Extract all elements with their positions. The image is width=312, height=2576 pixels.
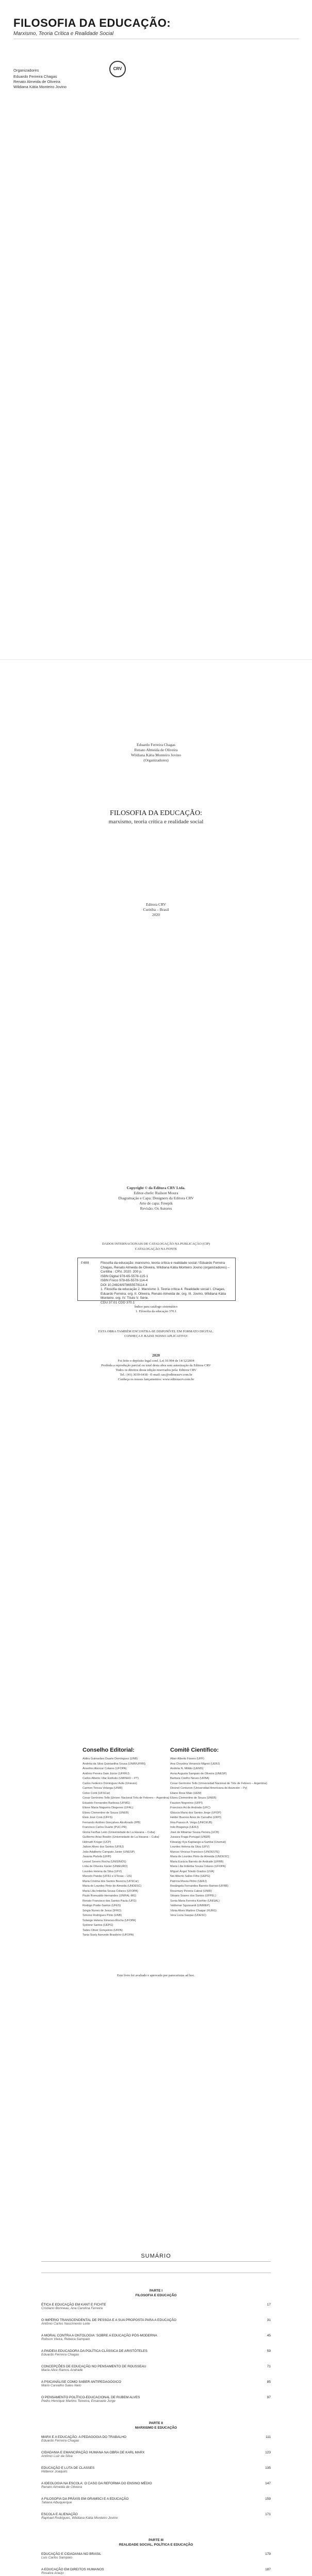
toc-entry[interactable] bbox=[41, 2451, 271, 2458]
board-member: Ana Chrystina Venancio Mignot (UERJ) bbox=[170, 1762, 220, 1766]
board-member: Cesar Gerónimo Tello (Univer. Nacional Três de Febrero – Argentina) bbox=[83, 1797, 170, 1800]
toc-part-number: PARTE I bbox=[149, 2289, 163, 2293]
reproduction-notice: Proibida a reprodução parcial ou total desta obra sem autorização da Editora CRV bbox=[101, 1364, 211, 1367]
cip-box bbox=[77, 1258, 236, 1304]
toc-part-name: MARXISMO E EDUCAÇÃO bbox=[135, 2426, 177, 2430]
board-member: Maria de Lourdes Pinto de Almeida (UNOESC) bbox=[170, 1855, 229, 1858]
catalog-page bbox=[0, 1165, 312, 1685]
toc-entry-page: 147 bbox=[265, 2482, 271, 2485]
toc-entry-title: ESCOLA E ALIENAÇÃO bbox=[41, 2513, 78, 2516]
board-member: Rosângela Fernandes Barreto Ramos (UFRB) bbox=[170, 1885, 228, 1888]
board-member: Sonia Maria Ferreira Koehler (UNISAL) bbox=[170, 1899, 220, 1903]
toc-entry[interactable] bbox=[41, 2513, 271, 2520]
board-member: Gláucia Maria dos Santos Jorge (UFOP) bbox=[170, 1811, 221, 1815]
toc-entry-page: 17 bbox=[267, 2303, 271, 2307]
board-member: Solange Helena Ximenes-Rocha (UFOPA) bbox=[83, 1919, 136, 1922]
toc-entry-author: Pedro Henrique Martins Teixeira, Emanuele Jorge bbox=[41, 2399, 116, 2403]
board-member: Marcos Vinicius Francisco (UNOESTE) bbox=[170, 1850, 220, 1854]
toc-entry[interactable] bbox=[41, 2318, 271, 2326]
board-member: Andréia N. Militão (UEMS) bbox=[170, 1767, 204, 1770]
cover-organizer: Renato Almeida de Oliveira bbox=[13, 79, 60, 84]
arte-line: Arte de capa: Freepik bbox=[139, 1201, 173, 1206]
toc-entry-author: Hildenor Joaquim bbox=[41, 2470, 68, 2473]
isbn-physical: ISBN Físico 978-65-5578-114-4 bbox=[101, 1279, 148, 1282]
board-member: Elizeu Clementino de Souza (UNEB) bbox=[170, 1797, 217, 1800]
board-member: Maria Eurácia Barreto de Andrade (UFRB) bbox=[170, 1860, 224, 1863]
toc-part-name: REALIDADE SOCIAL, POLÍTICA E EDUCAÇÃO bbox=[119, 2543, 193, 2547]
board-member: Cesar Gerónimo Tello (Universidad Nacional de Três de Febrero – Argentina) bbox=[170, 1782, 267, 1785]
toc-entry[interactable] bbox=[41, 2466, 271, 2473]
author-name: Eduardo Ferreira Chagas bbox=[137, 742, 175, 747]
board-member: Carlos Alberto Vilar Estêvão (UMINHO – PT) bbox=[83, 1777, 139, 1780]
board-member: Lourdes Helena da Silva (UFV) bbox=[83, 1870, 122, 1873]
board-member: Anna Augusta Sampaio de Oliveira (UNESP) bbox=[170, 1772, 227, 1775]
copyright-line: Copyright © da Editora CRV Ltda. bbox=[126, 1185, 186, 1190]
toc-entry-author: Eduardo Ferreira Chagas bbox=[41, 2439, 79, 2443]
board-member: Inês Bragança (UERJ) bbox=[170, 1826, 199, 1829]
board-member: Helder Buenos Aires de Carvalho (UFPI) bbox=[170, 1816, 222, 1819]
toc-entry[interactable] bbox=[41, 2380, 271, 2387]
board-member: Vânia Alves Martins Chaigar (FURG) bbox=[170, 1909, 217, 1912]
board-member: Guillermo Arias Beatón (Universidade de La Havana – Cuba) bbox=[83, 1836, 159, 1839]
revisao-line: Revisão: Os Autores bbox=[140, 1206, 172, 1211]
catalog-year: 2020 bbox=[152, 1353, 160, 1358]
board-member: Fernando Antônio Gonçalves Alcoforado (IPB) bbox=[83, 1821, 141, 1824]
organizers-label: (Organizadores) bbox=[143, 758, 169, 762]
board-member: Élsio José Corá (UFFS) bbox=[83, 1816, 113, 1819]
board-member: Sérgio Nunes de Jesus (IFRO) bbox=[83, 1909, 122, 1912]
cip-record bbox=[101, 1261, 232, 1305]
publisher-place: Curitiba – Brasil bbox=[143, 907, 169, 912]
toc-entry-page: 31 bbox=[267, 2318, 271, 2322]
cover-organizers-label: Organizadores bbox=[13, 68, 39, 73]
toc-entry-author: Maria Alice Ramos Andrade bbox=[41, 2368, 83, 2372]
board-member: José de Ribamar Sousa Pereira (UCB) bbox=[170, 1831, 219, 1834]
board-member: Patrícia Moura Pinho (UERJ) bbox=[170, 1879, 207, 1883]
board-member: Fauston Negreiros (UFPI) bbox=[170, 1801, 203, 1805]
toc-part-number: PARTE III bbox=[149, 2538, 163, 2542]
board-member: João Adalberto Campato Junior (UNESP) bbox=[83, 1850, 135, 1854]
toc-entry-page: 187 bbox=[265, 2568, 271, 2571]
board-member: Simone Rodrigues Pinto (UNB) bbox=[83, 1914, 122, 1917]
board-member: Tadeu Oliver Gonçalves (UFPA) bbox=[83, 1928, 123, 1932]
toc-entry-title: A PAIDEIA EDUCADORA DA POLÍTICA CLÁSSICA DE ARISTÓTELES bbox=[41, 2349, 147, 2353]
publisher-logo: CRV bbox=[109, 61, 126, 77]
toc-entry[interactable] bbox=[41, 2349, 271, 2357]
cover-organizer: Eduardo Ferreira Chagas bbox=[13, 74, 57, 79]
toc-entry-title: A FILOSOFIA DA PRÁXIS EM GRAMSCI E A EDUCAÇÃO bbox=[41, 2497, 129, 2501]
table-of-contents-page bbox=[0, 2221, 312, 2576]
cip-code: F488 bbox=[81, 1261, 89, 1265]
board-member: Rosemary Pereira Cabral (UNIR) bbox=[170, 1889, 212, 1893]
board-member: Carlos Federico Dominguez Avila (Unieuro) bbox=[83, 1782, 137, 1785]
board-member: Aldira Guimarães Duarte Domínguez (UNB) bbox=[83, 1757, 138, 1760]
toc-entry-author: Renato Almeida de Oliveira bbox=[41, 2485, 82, 2489]
toc-entry-title: ÉTICA E EDUCAÇÃO EM KANT E FICHTE bbox=[41, 2303, 106, 2307]
digital-notice: ESTA OBRA TAMBÉM ENCONTRA-SE DISPONÍVEL EM FORMATO DIGITAL. bbox=[98, 1330, 214, 1333]
toc-entry-author: Luis Carlos Sampaio bbox=[41, 2556, 72, 2560]
scientific-committee-heading: Comitê Científico: bbox=[170, 1747, 219, 1753]
toc-entry-page: 135 bbox=[265, 2466, 271, 2470]
board-member: Josania Portela (UFPI) bbox=[83, 1855, 111, 1858]
toc-part-name: FILOSOFIA E EDUCAÇÃO bbox=[135, 2294, 177, 2297]
board-member: Tania Suely Azevedo Brasileiro (UFOPA) bbox=[83, 1934, 134, 1937]
board-member: Ilma Passos A. Veiga (UNICEUB) bbox=[170, 1821, 212, 1824]
editorial-board-page bbox=[0, 1685, 312, 2221]
author-name: Renato Almeida de Oliveira bbox=[134, 748, 178, 752]
publisher-name: Editora CRV bbox=[146, 902, 166, 907]
toc-entry[interactable] bbox=[41, 2334, 271, 2341]
toc-entry[interactable] bbox=[41, 2568, 271, 2575]
board-member: Marcelo Paixão (UFRJ e UTexas – US) bbox=[83, 1875, 132, 1878]
toc-entry-author: Tatiana Albuquerque bbox=[41, 2501, 72, 2504]
cover-organizer: Wildiana Kátia Monteiro Jovino bbox=[13, 84, 67, 89]
board-member: Maria de Lourdes Pinto de Almeida (UNOESC) bbox=[83, 1885, 142, 1888]
toc-entry-author: Mário Carvalho Sales Neto bbox=[41, 2384, 81, 2387]
toc-entry-title: EDUCAÇÃO E CIDADANIA NO BRASIL bbox=[41, 2552, 102, 2556]
toc-entry[interactable] bbox=[41, 2396, 271, 2403]
toc-entry-title: O IMPÉRIO TRANSCENDENTAL DE PESSOA E A SUA PROPOSTA PARA A EDUCAÇÃO bbox=[41, 2318, 176, 2322]
cover-page bbox=[0, 0, 312, 660]
board-member: Jailson Alves dos Santos (UFRJ) bbox=[83, 1845, 124, 1849]
cover-subtitle: Marxismo, Teoria Crítica e Realidade Social bbox=[13, 31, 114, 37]
board-member: Francisco Ari de Andrade (UFC) bbox=[170, 1806, 210, 1809]
contact-line: Tel.: (41) 3039-6418 - E-mail: sac@editoracrv.com.br bbox=[120, 1373, 192, 1377]
board-member: Celso Conti (UFSCar) bbox=[83, 1791, 110, 1795]
index-heading: Índice para catálogo sistemático bbox=[134, 1305, 178, 1309]
toc-entry-author: Robson Vieira, Rebeca Sampaio bbox=[41, 2337, 90, 2341]
board-member: Helmuth Krüger (UCP) bbox=[83, 1840, 111, 1844]
board-member: Vera Lucia Gaspar (UDESC) bbox=[170, 1914, 206, 1917]
toc-entry-page: 71 bbox=[267, 2365, 271, 2368]
toc-entry-page: 159 bbox=[265, 2497, 271, 2501]
toc-entry-title: A IDEOLOGIA NA ESCOLA: O CASO DA REFORMA DO ENSINO MÉDIO bbox=[41, 2482, 152, 2485]
toc-entry-page: 85 bbox=[267, 2380, 271, 2384]
book-subtitle: marxismo, teoria crítica e realidade social bbox=[108, 819, 204, 825]
board-member: Altair Alberto Fávero (UPF) bbox=[170, 1757, 205, 1760]
toc-entry[interactable] bbox=[41, 2303, 271, 2310]
toc-entry[interactable] bbox=[41, 2482, 271, 2489]
toc-entry[interactable] bbox=[41, 2365, 271, 2372]
index-item: 1. Filosofia da educação 370.1 bbox=[135, 1310, 177, 1313]
toc-title: SUMÁRIO bbox=[141, 2253, 171, 2259]
board-member: Anselmo Alencar Colares (UFOPA) bbox=[83, 1767, 127, 1770]
toc-entry-page: 45 bbox=[267, 2334, 271, 2337]
board-member: Antônio Pereira Gaio Júnior (UFRRJ) bbox=[83, 1772, 129, 1775]
toc-entry-author: Antônio Luiz da Silva bbox=[41, 2454, 73, 2458]
publication-year: 2020 bbox=[152, 912, 160, 917]
board-member: Elizeu Clementino de Souza (UNEB) bbox=[83, 1811, 129, 1815]
cover-title: FILOSOFIA DA EDUCAÇÃO: bbox=[13, 16, 171, 29]
toc-entry-page: 123 bbox=[265, 2451, 271, 2454]
site-line: Conheça os nossos lançamentos: www.editoracrv.com.br bbox=[118, 1378, 194, 1381]
toc-entry-title: CONCEPÇÕES DE EDUCAÇÃO NO PENSAMENTO DE ROUSSEAU bbox=[41, 2365, 146, 2368]
toc-entry-page: 179 bbox=[265, 2552, 271, 2556]
book-title: FILOSOFIA DA EDUCAÇÃO: bbox=[110, 809, 202, 817]
legal-deposit: Foi feito o depósito legal conf. Lei 10.994 de 14/12/2004 bbox=[118, 1359, 194, 1363]
board-member: Rodrigo Pratte-Santos (UFES) bbox=[83, 1904, 121, 1907]
diagramacao-line: Diagramação e Capa: Designers da Editora CRV bbox=[118, 1196, 194, 1200]
author-name: Wildiana Kátia Monteiro Jovino bbox=[131, 753, 181, 757]
toc-entry-page: 97 bbox=[267, 2396, 271, 2399]
board-member: Lourdes Helena da Silva (UFV) bbox=[170, 1845, 210, 1849]
toc-entry-page: 59 bbox=[267, 2349, 271, 2353]
board-member: Eliane Rose Maio (UEM) bbox=[170, 1791, 202, 1795]
board-member: Andréia da Silva Quintanilha Sousa (UNIR/UFRN) bbox=[83, 1762, 145, 1766]
toc-divider-top bbox=[41, 2261, 271, 2262]
toc-entry[interactable] bbox=[41, 2435, 271, 2443]
toc-entry-title: O PENSAMENTO POLÍTICO-EDUCACIONAL DE RUBEM ALVES bbox=[41, 2396, 140, 2399]
board-member: Maria Lília Imbiriba Sousa Colares (UFOPA) bbox=[83, 1889, 138, 1893]
toc-entry-page: 171 bbox=[265, 2513, 271, 2516]
board-member: Paulo Romualdo Hernandes (UNIFAL-MG) bbox=[83, 1894, 137, 1897]
board-member: Maria Cristina dos Santos Bezerra (UFSCar) bbox=[83, 1879, 139, 1883]
rights-notice: Todos os direitos desta edição reservados pela: Editora CRV bbox=[116, 1368, 196, 1372]
board-member: Eduardo Fernandes Barbosa (UFMG) bbox=[83, 1801, 130, 1805]
board-member: Nei Alberto Salles Filho (UEPG) bbox=[170, 1875, 210, 1878]
cip-heading-2: CATALOGAÇÃO NA FONTE bbox=[135, 1247, 177, 1251]
toc-entry-author: Eduardo Ferreira Chagas bbox=[41, 2353, 79, 2357]
doi: DOI 10.24824/978655578114.4 bbox=[101, 1283, 147, 1287]
toc-entry-page: 111 bbox=[266, 2435, 271, 2439]
toc-entry-title: A EDUCAÇÃO EM DIREITOS HUMANOS bbox=[41, 2568, 104, 2571]
title-page bbox=[0, 660, 312, 1165]
board-member: Barbara Coelho Neves (UFBA) bbox=[170, 1777, 209, 1780]
toc-entry-author: Rosalva Araújo bbox=[41, 2571, 64, 2575]
board-member: Gloria Fariñas León (Universidade de La Havana – Cuba) bbox=[83, 1831, 155, 1834]
toc-entry[interactable] bbox=[41, 2497, 271, 2504]
board-member: Leonel Severo Rocha (UNISINOS) bbox=[83, 1860, 126, 1863]
toc-entry-title: MARX E A EDUCAÇÃO: A PEDAGOGIA DO TRABALHO bbox=[41, 2435, 126, 2439]
editorial-board-heading: Conselho Editorial: bbox=[83, 1747, 135, 1753]
toc-entry-author: Cristiano Bonneau, Ana Carolina Ferreira bbox=[41, 2307, 103, 2310]
cip-text: Filosofia da educação: marxismo, teoria crítica e realidade social / Eduardo Ferreira Chagas, Renato Almeida de Oliveira, Wildiana Kátia Monteiro Jovino (organizadores) – Curitiba : CRV, 2020. 200 p. bbox=[101, 1261, 230, 1274]
board-member: Silvano Soares dos Santos (UFPEL) bbox=[170, 1894, 216, 1897]
board-member: Renato Francisco dos Santos Paula (UFG) bbox=[83, 1899, 137, 1903]
review-notice: Este livro foi avaliado e aprovado por pareceristas ad hoc. bbox=[117, 1974, 195, 1977]
board-member: Valdemar Sguissardi (UNIMEP) bbox=[170, 1904, 210, 1907]
board-member: Diosnel Centurion (Universidad Americana de Asunción – Py) bbox=[170, 1787, 248, 1790]
subjects: 1. Filosofia da educação 2. Marxismo 3. Teoria crítica 4. Realidade social I. Chagas, Eduardo Ferreira. org. II. Oliveira, Renato Almeida de. org. III. Jovino, Wildiana Kátia Monteiro. org. IV. Título V. Série. bbox=[101, 1287, 226, 1300]
toc-entry-title: A PSICANÁLISE COMO SABER ANTIPEDAGÓGICO bbox=[41, 2380, 121, 2384]
board-member: Maria Lília Imbiriba Sousa Colares (UFOPA) bbox=[170, 1865, 226, 1868]
board-member: Míguel Ángel Toledo Grados (UVA) bbox=[170, 1870, 215, 1873]
board-member: Elione Maria Nogueira Diogenes (UFAL) bbox=[83, 1806, 134, 1809]
cip-heading: DADOS INTERNACIONAIS DE CATALOGAÇÃO NA PUBLICAÇÃO (CIP) bbox=[102, 1242, 210, 1246]
toc-entry-title: A MORAL CONTRA A ONTOLOGIA: SOBRE A EDUCAÇÃO PÓS-MODERNA bbox=[41, 2334, 157, 2337]
board-member: Carmen Tereza Velanga (UNIR) bbox=[83, 1787, 123, 1790]
toc-entry-author: Antônio Carlos Nascimento Leite bbox=[41, 2322, 90, 2326]
board-member: Jussara Fraga Portugal (UNEB) bbox=[170, 1836, 210, 1839]
toc-part-number: PARTE II bbox=[149, 2421, 163, 2425]
isbn-digital: ISBN Digital 978-65-5578-115-1 bbox=[101, 1274, 149, 1278]
toc-entry-title: EDUCAÇÃO E LUTA DE CLASSES bbox=[41, 2466, 95, 2470]
board-member: Francisco Carlos Duarte (PUC-PR) bbox=[83, 1826, 127, 1829]
board-member: Lídia de Oliveira Xavier (UNIEURO) bbox=[83, 1865, 128, 1868]
board-member: Sydione Santos (UEPG) bbox=[83, 1924, 113, 1927]
toc-entry-author: Raphael Rodrigues, Wildiana Kátia Monteiro Jovino bbox=[41, 2516, 118, 2520]
toc-entry[interactable] bbox=[41, 2552, 271, 2560]
board-member: Kilwangy Kya Kapitango-a-Samba (Unemat) bbox=[170, 1840, 226, 1844]
app-notice: CONHEÇA E BAIXE NOSSO APLICATIVO! bbox=[124, 1334, 188, 1338]
cdd: CDU 37.01 CDD 370.1 bbox=[101, 1300, 135, 1304]
editor-line: Editor-chefe: Railson Moura bbox=[134, 1191, 178, 1195]
toc-entry-title: CIDADANIA E EMANCIPAÇÃO HUMANA NA OBRA DE KARL MARX bbox=[41, 2451, 145, 2454]
